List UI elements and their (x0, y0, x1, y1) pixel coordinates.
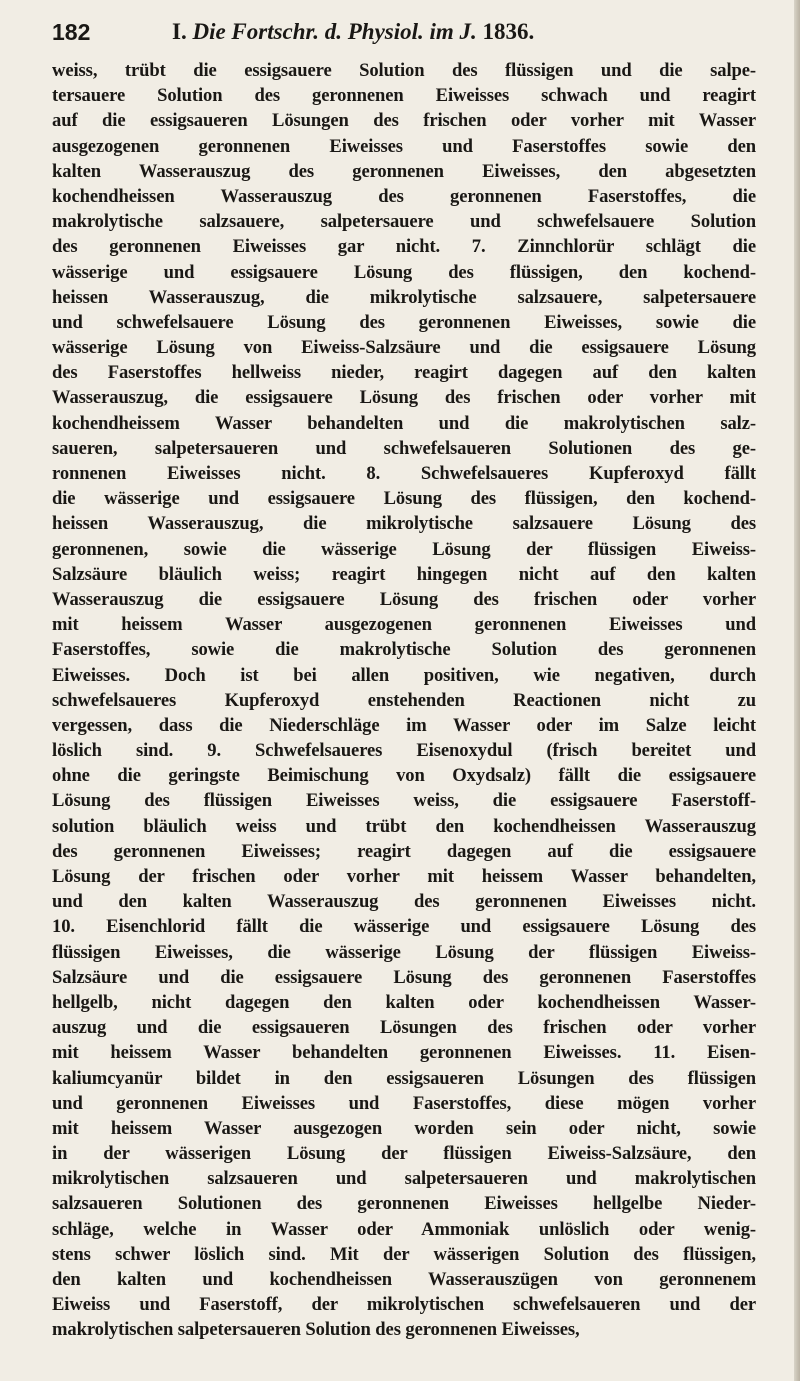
text-line: auszug und die essigsaueren Lösungen des frischen oder vorher (52, 1017, 756, 1039)
text-line: mikrolytischen salzsaueren und salpetersaueren und makrolytischen (52, 1168, 756, 1190)
text-line: Lösung der frischen oder vorher mit heissem Wasser behandelten, (52, 866, 756, 887)
text-line: auf die essigsaueren Lösungen des frischen oder vorher mit Wasser (52, 110, 756, 132)
text-line: mit heissem Wasser behandelten geronnenen Eiweisses. 11. Eisen- (52, 1042, 756, 1064)
text-line: ohne die geringste Beimischung von Oxydsalz) fällt die essigsauere (52, 765, 756, 787)
text-line: weiss, trübt die essigsauere Solution des flüssigen und die salpe- (52, 60, 756, 81)
text-line: wässerige Lösung von Eiweiss-Salzsäure und die essigsauere Lösung (52, 337, 756, 359)
text-line: flüssigen Eiweisses, die wässerige Lösung der flüssigen Eiweiss- (52, 941, 756, 963)
text-line: kalten Wasserauszug des geronnenen Eiweisses, den abgesetzten (52, 160, 756, 182)
page-header (52, 14, 752, 50)
text-line: und schwefelsauere Lösung des geronnenen Eiweisses, sowie die (52, 311, 756, 333)
text-line: kochendheissen Wasserauszug des geronnenen Faserstoffes, die (52, 185, 756, 207)
text-line: Salzsäure bläulich weiss; reagirt hingegen nicht auf den kalten (52, 563, 756, 585)
text-line: Wasserauszug, die essigsauere Lösung des frischen oder vorher mit (52, 387, 756, 409)
text-line: ronnenen Eiweisses nicht. 8. Schwefelsaueres Kupferoxyd fällt (52, 463, 756, 484)
text-line: des Faserstoffes hellweiss nieder, reagirt dagegen auf den kalten (52, 362, 756, 384)
text-line: und den kalten Wasserauszug des geronnenen Eiweisses nicht. (52, 891, 756, 913)
text-line: mit heissem Wasser ausgezogen worden sein oder nicht, sowie (52, 1117, 756, 1139)
text-line: in der wässerigen Lösung der flüssigen Eiweiss-Salzsäure, den (52, 1143, 756, 1165)
text-line: solution bläulich weiss und trübt den kochendheissen Wasserauszug (52, 815, 756, 837)
running-head-title: Die Fortschr. d. Physiol. im J. (192, 19, 483, 44)
text-line: Wasserauszug die essigsauere Lösung des frischen oder vorher (52, 588, 756, 610)
text-line: makrolytischen salpetersaueren Solution des geronnenen Eiweisses, (52, 1319, 580, 1341)
text-line: des geronnenen Eiweisses; reagirt dagegen auf die essigsauere (52, 840, 756, 862)
text-line: und geronnenen Eiweisses und Faserstoffes, diese mögen vorher (52, 1092, 756, 1114)
text-line: schläge, welche in Wasser oder Ammoniak unlöslich oder wenig- (52, 1218, 756, 1240)
text-line: wässerige und essigsauere Lösung des flüssigen, den kochend- (52, 261, 756, 283)
text-line: stens schwer löslich sind. Mit der wässerigen Solution des flüssigen, (52, 1243, 756, 1265)
page-edge (794, 0, 800, 1381)
text-line: hellgelb, nicht dagegen den kalten oder kochendheissen Wasser- (52, 991, 756, 1013)
text-line: kochendheissem Wasser behandelten und die makrolytischen salz- (52, 412, 756, 434)
text-line: ausgezogenen geronnenen Eiweisses und Faserstoffes sowie den (52, 135, 756, 157)
text-line: kaliumcyanür bildet in den essigsaueren Lösungen des flüssigen (52, 1067, 756, 1089)
text-line: salzsaueren Solutionen des geronnenen Eiweisses hellgelbe Nieder- (52, 1193, 756, 1215)
text-line: Faserstoffes, sowie die makrolytische Solution des geronnenen (52, 639, 756, 661)
text-line: Eiweisses. Doch ist bei allen positiven, wie negativen, durch (52, 664, 756, 686)
text-line: den kalten und kochendheissen Wasserauszügen von geronnenem (52, 1269, 756, 1290)
running-head (172, 14, 534, 50)
text-line: heissen Wasserauszug, die mikrolytische salzsauere, salpetersauere (52, 286, 756, 308)
page-number: 182 (52, 19, 91, 45)
text-line: makrolytische salzsauere, salpetersauere und schwefelsauere Solution (52, 211, 756, 233)
text-line: heissen Wasserauszug, die mikrolytische salzsauere Lösung des (52, 513, 756, 535)
text-line: löslich sind. 9. Schwefelsaueres Eisenoxydul (frisch bereitet und (52, 740, 756, 762)
text-line: 10. Eisenchlorid fällt die wässerige und essigsauere Lösung des (52, 916, 756, 938)
text-line: tersauere Solution des geronnenen Eiweisses schwach und reagirt (52, 85, 756, 107)
text-line: Lösung des flüssigen Eiweisses weiss, die essigsauere Faserstoff- (52, 790, 756, 812)
text-line: Eiweiss und Faserstoff, der mikrolytischen schwefelsaueren und der (52, 1294, 756, 1316)
text-line: geronnenen, sowie die wässerige Lösung der flüssigen Eiweiss- (52, 538, 756, 560)
text-line: Salzsäure und die essigsauere Lösung des geronnenen Faserstoffes (52, 966, 756, 988)
text-line: mit heissem Wasser ausgezogenen geronnenen Eiweisses und (52, 614, 756, 636)
running-head-part: I. (172, 19, 193, 44)
text-line: die wässerige und essigsauere Lösung des flüssigen, den kochend- (52, 488, 756, 510)
running-head-year: 1836. (482, 19, 535, 44)
text-line: vergessen, dass die Niederschläge im Wasser oder im Salze leicht (52, 714, 756, 736)
text-line: saueren, salpetersaueren und schwefelsaueren Solutionen des ge- (52, 437, 756, 459)
body-text (52, 58, 756, 1343)
text-line: schwefelsaueres Kupferoxyd enstehenden Reactionen nicht zu (52, 689, 756, 711)
text-line: des geronnenen Eiweisses gar nicht. 7. Zinnchlorür schlägt die (52, 236, 756, 258)
